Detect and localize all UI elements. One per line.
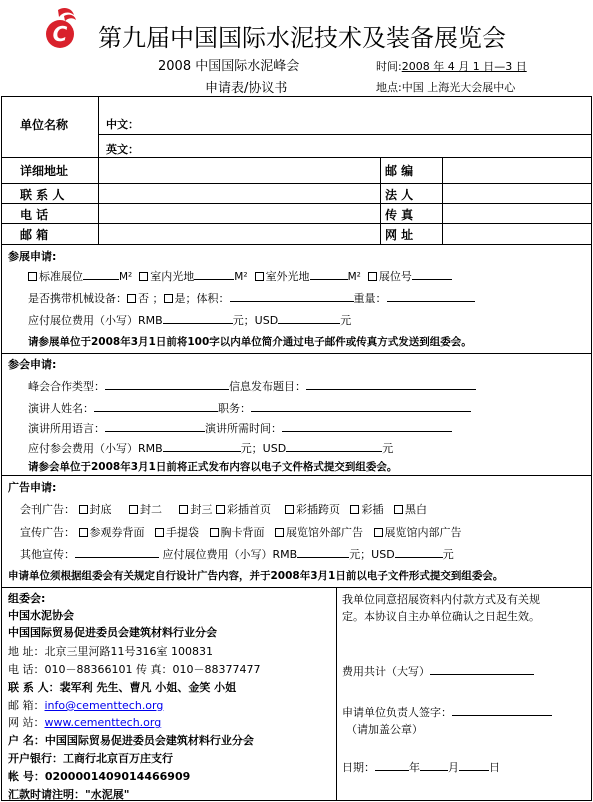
english-name-label: 英文： <box>106 143 139 156</box>
indoor-checkbox[interactable] <box>139 272 148 281</box>
conference-fee-rmb-field[interactable] <box>163 442 241 452</box>
chinese-name-label: 中文： <box>106 118 139 131</box>
contact-label: 联 系 人 <box>20 188 65 202</box>
position-field[interactable] <box>251 402 471 412</box>
website-label: 网 址 <box>385 228 414 242</box>
journal-option-checkbox[interactable] <box>350 505 359 514</box>
organizer-heading: 组委会: <box>8 592 46 605</box>
agreement-text-1: 我单位同意招展资料内付款方式及有关规 <box>342 593 540 606</box>
ads-note: 申请单位须根据组委会有关规定自行设计广告内容，并于2008年3月1日前以电子文件形式提交到组委会。 <box>8 570 504 582</box>
journal-option-checkbox[interactable] <box>285 505 294 514</box>
topic-field[interactable] <box>306 380 476 390</box>
machinery-row: 是否携带机械设备： 否 ； 是；体积： 重量： <box>28 290 475 306</box>
svg-text:C: C <box>52 22 68 46</box>
ads-heading: 广告申请: <box>8 481 57 494</box>
conference-heading: 参会申请: <box>8 358 57 371</box>
account-number: 帐 号：0200001409014466909 <box>8 770 191 783</box>
seal-note: （请加盖公章） <box>346 723 423 736</box>
language-row: 演讲所用语言： 演讲所需时间： <box>28 420 452 436</box>
weight-field[interactable] <box>387 292 475 302</box>
form-header <box>0 0 593 96</box>
outdoor-checkbox[interactable] <box>255 272 264 281</box>
total-fee-field[interactable] <box>430 665 534 675</box>
organizer-web-link[interactable]: www.cementtech.org <box>44 716 162 729</box>
organizer-name-2: 中国国际贸易促进委员会建筑材料行业分会 <box>8 626 217 639</box>
summit-title: 2008 中国国际水泥峰会 <box>158 59 300 74</box>
agreement-text-2: 定。本协议自主办单位确认之日起生效。 <box>342 610 540 623</box>
journal-option-checkbox[interactable] <box>216 505 225 514</box>
coop-type-field[interactable] <box>105 380 229 390</box>
promo-ad-row: 宣传广告： 参观券背面 手提袋 胸卡背面 展览馆外部广告 展览馆内部广告 <box>20 526 462 539</box>
legal-rep-label: 法 人 <box>385 188 414 202</box>
total-fee-row: 费用共计（大写） <box>342 663 534 679</box>
other-ad-row: 其他宣传： 应付展位费用（小写）RMB 元；USD 元 <box>20 548 454 561</box>
journal-option-checkbox[interactable] <box>129 505 138 514</box>
address-label: 详细地址 <box>20 164 69 178</box>
ads-fee-rmb-field[interactable] <box>297 548 349 558</box>
conference-fee-row: 应付参会费用（小写）RMB 元；USD 元 <box>28 442 394 455</box>
account-name: 户 名：中国国际贸易促进委员会建筑材料行业分会 <box>8 734 254 747</box>
postcode-label: 邮 编 <box>385 164 414 178</box>
promo-option-checkbox[interactable] <box>275 528 284 537</box>
speaker-field[interactable] <box>94 402 218 412</box>
bank-name: 开户银行：工商行北京百万庄支行 <box>8 752 173 765</box>
exhibit-note: 请参展单位于2008年3月1日前将100字以内单位简介通过电子邮件或传真方式发送到组委会。 <box>28 336 472 348</box>
ads-fee-usd-field[interactable] <box>395 548 443 558</box>
organizer-name-1: 中国水泥协会 <box>8 609 74 622</box>
journal-option-checkbox[interactable] <box>179 505 188 514</box>
exhibit-heading: 参展申请: <box>8 250 57 263</box>
phone-label: 电 话 <box>20 208 49 222</box>
month-field[interactable] <box>420 761 448 771</box>
signature-row: 申请单位负责人签字： <box>342 704 552 720</box>
exhibition-logo-icon <box>38 6 92 50</box>
journal-option-checkbox[interactable] <box>394 505 403 514</box>
organizer-address: 地 址：北京三里河路11号316室 100831 <box>8 645 213 658</box>
other-ad-field[interactable] <box>75 548 159 558</box>
booth-no-checkbox[interactable] <box>368 272 377 281</box>
organizer-email-link[interactable]: info@cementtech.org <box>44 699 164 712</box>
email-label: 邮 箱 <box>20 228 49 242</box>
exhibit-fee-row: 应付展位费用（小写）RMB 元；USD 元 <box>28 314 352 327</box>
promo-option-checkbox[interactable] <box>155 528 164 537</box>
booth-type-row: 标准展位 M² 室内光地 M² 室外光地 M² 展位号 <box>28 268 452 284</box>
language-field[interactable] <box>105 422 205 432</box>
promo-option-checkbox[interactable] <box>374 528 383 537</box>
speaker-row: 演讲人姓名： 职务： <box>28 400 471 416</box>
remit-note: 汇款时请注明："水泥展" <box>8 788 130 801</box>
unit-name-label: 单位名称 <box>20 118 69 132</box>
promo-option-checkbox[interactable] <box>210 528 219 537</box>
journal-ad-row: 会刊广告： 封底 封二 封三 彩插首页 彩插跨页 彩插 黑白 <box>20 503 427 516</box>
form-title: 申请表/协议书 <box>205 81 288 96</box>
volume-field[interactable] <box>230 292 354 302</box>
machinery-no-checkbox[interactable] <box>127 294 136 303</box>
duration-field[interactable] <box>282 422 452 432</box>
exhibit-fee-usd-field[interactable] <box>278 314 340 324</box>
event-time: 时间:2008 年 4 月 1 日—3 日 <box>376 60 527 73</box>
conference-note: 请参会单位于2008年3月1日前将正式发布内容以电子文件格式提交到组委会。 <box>28 461 398 473</box>
year-field[interactable] <box>375 761 409 771</box>
exhibition-title: 第九届中国国际水泥技术及装备展览会 <box>98 24 506 52</box>
day-field[interactable] <box>459 761 489 771</box>
application-form <box>1 96 592 801</box>
date-row: 日期： 年 月 日 <box>342 761 500 774</box>
machinery-yes-checkbox[interactable] <box>164 294 173 303</box>
event-place: 地点:中国 上海光大会展中心 <box>376 81 516 94</box>
signature-field[interactable] <box>452 706 552 716</box>
exhibit-fee-rmb-field[interactable] <box>163 314 233 324</box>
organizer-phone: 电 话：010－88366101 传 真：010－88377477 <box>8 663 261 676</box>
promo-option-checkbox[interactable] <box>79 528 88 537</box>
conference-fee-usd-field[interactable] <box>286 442 382 452</box>
std-booth-checkbox[interactable] <box>28 272 37 281</box>
coop-type-row: 峰会合作类型： 信息发布题目： <box>28 378 476 394</box>
journal-option-checkbox[interactable] <box>79 505 88 514</box>
organizer-email-row: 邮 箱：info@cementtech.org <box>8 699 164 712</box>
fax-label: 传 真 <box>385 208 414 222</box>
organizer-contact: 联 系 人：裴军利 先生、曹凡 小姐、金笑 小姐 <box>8 681 237 694</box>
organizer-web-row: 网 站：www.cementtech.org <box>8 716 162 729</box>
